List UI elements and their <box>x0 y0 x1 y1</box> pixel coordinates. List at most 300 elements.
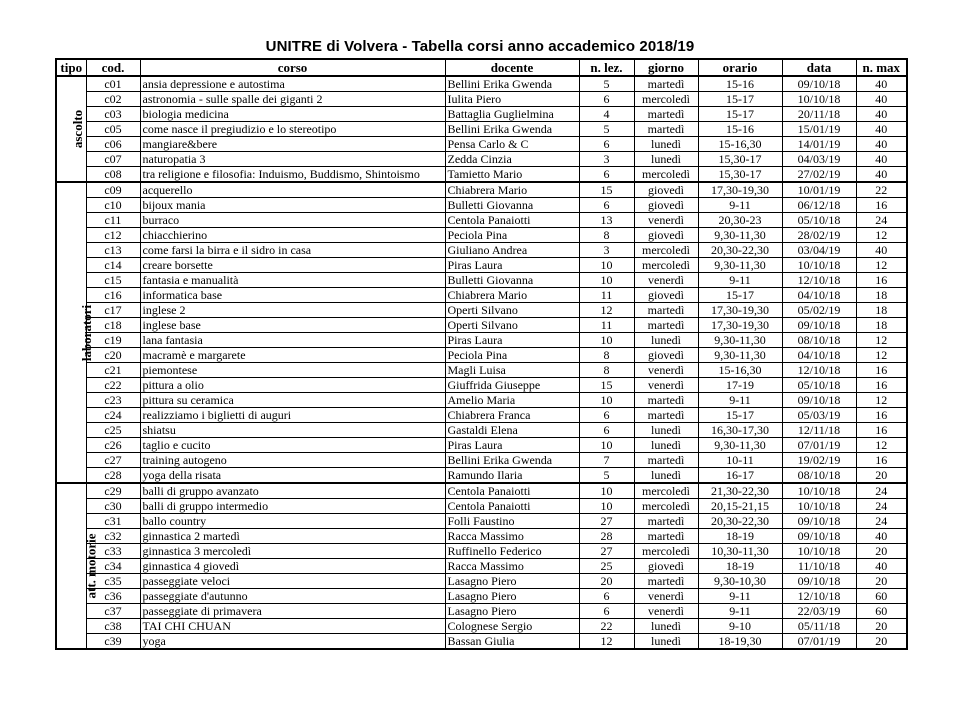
cell-cod: c12 <box>86 228 140 243</box>
cell-nlez: 6 <box>579 423 634 438</box>
cell-orario: 15-17 <box>698 92 782 107</box>
cell-giorno: martedì <box>634 303 698 318</box>
cell-giorno: lunedì <box>634 152 698 167</box>
cell-giorno: mercoledì <box>634 258 698 273</box>
cell-nlez: 4 <box>579 107 634 122</box>
cell-nlez: 12 <box>579 634 634 650</box>
cell-docente: Colognese Sergio <box>445 619 579 634</box>
cell-data: 12/11/18 <box>782 423 856 438</box>
cell-orario: 10-11 <box>698 453 782 468</box>
cell-cod: c27 <box>86 453 140 468</box>
cell-data: 10/10/18 <box>782 483 856 499</box>
cell-docente: Gastaldi Elena <box>445 423 579 438</box>
group-tipo-cell <box>56 182 95 483</box>
cell-data: 08/10/18 <box>782 468 856 484</box>
cell-nlez: 12 <box>579 303 634 318</box>
cell-docente: Peciola Pina <box>445 348 579 363</box>
cell-data: 08/10/18 <box>782 333 856 348</box>
cell-nlez: 5 <box>579 468 634 484</box>
cell-data: 07/01/19 <box>782 438 856 453</box>
cell-nlez: 3 <box>579 152 634 167</box>
courses-table <box>55 58 908 650</box>
cell-orario: 20,30-23 <box>698 213 782 228</box>
cell-corso: shiatsu <box>140 423 445 438</box>
header-giorno: giorno <box>634 59 698 76</box>
cell-data: 06/12/18 <box>782 198 856 213</box>
header-corso: corso <box>140 59 445 76</box>
cell-orario: 9-11 <box>698 198 782 213</box>
cell-corso: passeggiate di primavera <box>140 604 445 619</box>
table-row <box>56 453 907 468</box>
cell-corso: passeggiate veloci <box>140 574 445 589</box>
cell-corso: inglese 2 <box>140 303 445 318</box>
cell-nlez: 5 <box>579 122 634 137</box>
cell-giorno: lunedì <box>634 423 698 438</box>
table-row <box>56 499 907 514</box>
table-row <box>56 76 907 92</box>
cell-nlez: 22 <box>579 619 634 634</box>
cell-docente: Bellini Erika Gwenda <box>445 453 579 468</box>
cell-docente: Racca Massimo <box>445 529 579 544</box>
table-row <box>56 303 907 318</box>
cell-nmax: 16 <box>856 273 907 288</box>
cell-cod: c38 <box>86 619 140 634</box>
cell-corso: come farsi la birra e il sidro in casa <box>140 243 445 258</box>
table-row <box>56 107 907 122</box>
table-row <box>56 92 907 107</box>
cell-orario: 17-19 <box>698 378 782 393</box>
cell-giorno: mercoledì <box>634 483 698 499</box>
cell-giorno: lunedì <box>634 137 698 152</box>
cell-nmax: 60 <box>856 604 907 619</box>
table-row <box>56 438 907 453</box>
cell-giorno: mercoledì <box>634 499 698 514</box>
cell-data: 04/03/19 <box>782 152 856 167</box>
cell-corso: balli di gruppo avanzato <box>140 483 445 499</box>
cell-cod: c34 <box>86 559 140 574</box>
cell-nmax: 16 <box>856 198 907 213</box>
cell-giorno: mercoledì <box>634 167 698 183</box>
cell-nlez: 11 <box>579 288 634 303</box>
cell-cod: c37 <box>86 604 140 619</box>
cell-orario: 16-17 <box>698 468 782 484</box>
cell-giorno: martedì <box>634 408 698 423</box>
cell-data: 11/10/18 <box>782 559 856 574</box>
cell-cod: c22 <box>86 378 140 393</box>
header-row <box>56 59 907 76</box>
cell-docente: Bellini Erika Gwenda <box>445 76 579 92</box>
cell-cod: c39 <box>86 634 140 650</box>
cell-docente: Folli Faustino <box>445 514 579 529</box>
cell-orario: 9,30-10,30 <box>698 574 782 589</box>
cell-nmax: 40 <box>856 167 907 183</box>
cell-data: 15/01/19 <box>782 122 856 137</box>
cell-data: 28/02/19 <box>782 228 856 243</box>
table-row <box>56 258 907 273</box>
cell-giorno: martedì <box>634 122 698 137</box>
cell-giorno: martedì <box>634 529 698 544</box>
cell-nlez: 15 <box>579 182 634 198</box>
cell-corso: come nasce il pregiudizio e lo stereotipo <box>140 122 445 137</box>
cell-giorno: martedì <box>634 453 698 468</box>
cell-giorno: lunedì <box>634 333 698 348</box>
cell-cod: c24 <box>86 408 140 423</box>
table-body <box>56 76 907 649</box>
cell-nmax: 24 <box>856 483 907 499</box>
cell-data: 09/10/18 <box>782 76 856 92</box>
cell-nlez: 10 <box>579 438 634 453</box>
cell-giorno: giovedì <box>634 559 698 574</box>
cell-orario: 9,30-11,30 <box>698 228 782 243</box>
cell-data: 19/02/19 <box>782 453 856 468</box>
cell-cod: c35 <box>86 574 140 589</box>
header-nlez: n. lez. <box>579 59 634 76</box>
cell-nmax: 40 <box>856 92 907 107</box>
cell-corso: fantasia e manualità <box>140 273 445 288</box>
cell-data: 05/11/18 <box>782 619 856 634</box>
cell-corso: astronomia - sulle spalle dei giganti 2 <box>140 92 445 107</box>
cell-orario: 9-10 <box>698 619 782 634</box>
cell-giorno: venerdì <box>634 213 698 228</box>
cell-nmax: 12 <box>856 393 907 408</box>
cell-nmax: 18 <box>856 318 907 333</box>
cell-data: 12/10/18 <box>782 273 856 288</box>
cell-giorno: lunedì <box>634 468 698 484</box>
cell-orario: 16,30-17,30 <box>698 423 782 438</box>
cell-nmax: 16 <box>856 408 907 423</box>
cell-cod: c32 <box>86 529 140 544</box>
cell-corso: naturopatia 3 <box>140 152 445 167</box>
table-row <box>56 363 907 378</box>
cell-data: 22/03/19 <box>782 604 856 619</box>
cell-nmax: 22 <box>856 182 907 198</box>
cell-docente: Ramundo Ilaria <box>445 468 579 484</box>
cell-giorno: venerdì <box>634 589 698 604</box>
cell-nlez: 10 <box>579 393 634 408</box>
cell-orario: 18-19 <box>698 559 782 574</box>
cell-nmax: 20 <box>856 544 907 559</box>
cell-docente: Peciola Pina <box>445 228 579 243</box>
cell-cod: c16 <box>86 288 140 303</box>
cell-docente: Bellini Erika Gwenda <box>445 122 579 137</box>
cell-data: 10/10/18 <box>782 92 856 107</box>
cell-giorno: mercoledì <box>634 544 698 559</box>
cell-orario: 9-11 <box>698 589 782 604</box>
cell-nmax: 60 <box>856 589 907 604</box>
cell-giorno: martedì <box>634 514 698 529</box>
cell-nmax: 40 <box>856 107 907 122</box>
cell-data: 12/10/18 <box>782 363 856 378</box>
table-row <box>56 198 907 213</box>
cell-docente: Pensa Carlo & C <box>445 137 579 152</box>
cell-orario: 9-11 <box>698 273 782 288</box>
cell-nmax: 18 <box>856 303 907 318</box>
cell-nmax: 12 <box>856 258 907 273</box>
cell-nlez: 6 <box>579 408 634 423</box>
cell-nlez: 6 <box>579 198 634 213</box>
table-row <box>56 288 907 303</box>
cell-corso: passeggiate d'autunno <box>140 589 445 604</box>
cell-nmax: 40 <box>856 529 907 544</box>
cell-data: 04/10/18 <box>782 288 856 303</box>
cell-nlez: 10 <box>579 273 634 288</box>
cell-orario: 9,30-11,30 <box>698 333 782 348</box>
group-tipo-label: ascolto <box>70 109 86 149</box>
table-row <box>56 333 907 348</box>
cell-orario: 15-17 <box>698 107 782 122</box>
table-row <box>56 167 907 183</box>
cell-nmax: 40 <box>856 76 907 92</box>
cell-corso: inglese base <box>140 318 445 333</box>
cell-orario: 20,30-22,30 <box>698 243 782 258</box>
cell-data: 14/01/19 <box>782 137 856 152</box>
cell-docente: Centola Panaiotti <box>445 483 579 499</box>
cell-orario: 9-11 <box>698 393 782 408</box>
cell-docente: Piras Laura <box>445 258 579 273</box>
cell-docente: Magli Luisa <box>445 363 579 378</box>
cell-orario: 10,30-11,30 <box>698 544 782 559</box>
cell-data: 05/10/18 <box>782 378 856 393</box>
header-cod: cod. <box>86 59 140 76</box>
table-row <box>56 468 907 484</box>
cell-giorno: martedì <box>634 318 698 333</box>
table-row <box>56 393 907 408</box>
cell-cod: c29 <box>86 483 140 499</box>
cell-docente: Lasagno Piero <box>445 604 579 619</box>
cell-corso: taglio e cucito <box>140 438 445 453</box>
cell-corso: ginnastica 2 martedì <box>140 529 445 544</box>
cell-corso: burraco <box>140 213 445 228</box>
cell-nlez: 8 <box>579 228 634 243</box>
cell-giorno: lunedì <box>634 438 698 453</box>
cell-corso: ansia depressione e autostima <box>140 76 445 92</box>
table-row <box>56 228 907 243</box>
cell-data: 09/10/18 <box>782 574 856 589</box>
cell-docente: Piras Laura <box>445 333 579 348</box>
cell-nmax: 24 <box>856 213 907 228</box>
cell-orario: 18-19 <box>698 529 782 544</box>
cell-cod: c36 <box>86 589 140 604</box>
cell-nmax: 12 <box>856 333 907 348</box>
cell-corso: biologia medicina <box>140 107 445 122</box>
cell-orario: 15-17 <box>698 288 782 303</box>
table-row <box>56 514 907 529</box>
cell-giorno: mercoledì <box>634 92 698 107</box>
cell-cod: c19 <box>86 333 140 348</box>
cell-giorno: martedì <box>634 393 698 408</box>
cell-nmax: 16 <box>856 363 907 378</box>
table-row <box>56 182 907 198</box>
cell-cod: c20 <box>86 348 140 363</box>
cell-cod: c17 <box>86 303 140 318</box>
table-row <box>56 273 907 288</box>
cell-cod: c03 <box>86 107 140 122</box>
cell-docente: Racca Massimo <box>445 559 579 574</box>
cell-giorno: giovedì <box>634 182 698 198</box>
table-row <box>56 318 907 333</box>
cell-orario: 17,30-19,30 <box>698 318 782 333</box>
cell-data: 10/10/18 <box>782 499 856 514</box>
cell-nmax: 40 <box>856 559 907 574</box>
cell-docente: Tamietto Mario <box>445 167 579 183</box>
cell-cod: c08 <box>86 167 140 183</box>
table-row <box>56 619 907 634</box>
cell-data: 27/02/19 <box>782 167 856 183</box>
cell-cod: c15 <box>86 273 140 288</box>
cell-corso: macramè e margarete <box>140 348 445 363</box>
cell-data: 05/10/18 <box>782 213 856 228</box>
cell-giorno: lunedì <box>634 634 698 650</box>
cell-corso: pittura su ceramica <box>140 393 445 408</box>
cell-data: 20/11/18 <box>782 107 856 122</box>
cell-cod: c06 <box>86 137 140 152</box>
cell-orario: 20,15-21,15 <box>698 499 782 514</box>
header-nmax: n. max <box>856 59 907 76</box>
cell-nmax: 40 <box>856 152 907 167</box>
cell-corso: bijoux mania <box>140 198 445 213</box>
cell-corso: training autogeno <box>140 453 445 468</box>
cell-orario: 18-19,30 <box>698 634 782 650</box>
cell-cod: c26 <box>86 438 140 453</box>
cell-cod: c31 <box>86 514 140 529</box>
cell-nmax: 16 <box>856 378 907 393</box>
cell-orario: 9,30-11,30 <box>698 348 782 363</box>
cell-nlez: 3 <box>579 243 634 258</box>
cell-giorno: giovedì <box>634 198 698 213</box>
table-row <box>56 483 907 499</box>
cell-giorno: venerdì <box>634 604 698 619</box>
cell-corso: piemontese <box>140 363 445 378</box>
cell-corso: ginnastica 4 giovedì <box>140 559 445 574</box>
cell-giorno: giovedì <box>634 348 698 363</box>
cell-orario: 15-16,30 <box>698 363 782 378</box>
group-tipo-cell <box>56 483 99 649</box>
cell-orario: 15-16 <box>698 122 782 137</box>
cell-orario: 15-16,30 <box>698 137 782 152</box>
cell-data: 09/10/18 <box>782 393 856 408</box>
cell-cod: c01 <box>86 76 140 92</box>
cell-data: 10/10/18 <box>782 544 856 559</box>
cell-nlez: 6 <box>579 167 634 183</box>
cell-data: 09/10/18 <box>782 318 856 333</box>
cell-data: 09/10/18 <box>782 514 856 529</box>
cell-corso: TAI CHI CHUAN <box>140 619 445 634</box>
cell-data: 07/01/19 <box>782 634 856 650</box>
cell-cod: c07 <box>86 152 140 167</box>
cell-nmax: 12 <box>856 348 907 363</box>
cell-nlez: 6 <box>579 92 634 107</box>
group-tipo-cell <box>56 76 86 182</box>
cell-cod: c10 <box>86 198 140 213</box>
cell-giorno: venerdì <box>634 378 698 393</box>
cell-nmax: 20 <box>856 574 907 589</box>
cell-corso: lana fantasia <box>140 333 445 348</box>
table-row <box>56 348 907 363</box>
table-row <box>56 634 907 650</box>
cell-nmax: 16 <box>856 453 907 468</box>
cell-nmax: 24 <box>856 499 907 514</box>
header-data: data <box>782 59 856 76</box>
cell-orario: 9-11 <box>698 604 782 619</box>
table-row <box>56 423 907 438</box>
cell-cod: c28 <box>86 468 140 484</box>
cell-giorno: giovedì <box>634 288 698 303</box>
cell-data: 10/10/18 <box>782 258 856 273</box>
cell-docente: Bulletti Giovanna <box>445 198 579 213</box>
cell-cod: c23 <box>86 393 140 408</box>
cell-docente: Chiabrera Franca <box>445 408 579 423</box>
cell-docente: Giuffrida Giuseppe <box>445 378 579 393</box>
table-row <box>56 544 907 559</box>
cell-nmax: 12 <box>856 438 907 453</box>
cell-cod: c14 <box>86 258 140 273</box>
cell-corso: creare borsette <box>140 258 445 273</box>
cell-docente: Ruffinello Federico <box>445 544 579 559</box>
cell-corso: realizziamo i biglietti di auguri <box>140 408 445 423</box>
table-row <box>56 378 907 393</box>
cell-giorno: giovedì <box>634 228 698 243</box>
cell-nlez: 25 <box>579 559 634 574</box>
table-row <box>56 529 907 544</box>
cell-orario: 17,30-19,30 <box>698 182 782 198</box>
cell-corso: ginnastica 3 mercoledì <box>140 544 445 559</box>
cell-nlez: 11 <box>579 318 634 333</box>
cell-nlez: 8 <box>579 363 634 378</box>
cell-nmax: 40 <box>856 243 907 258</box>
header-orario: orario <box>698 59 782 76</box>
page-title: UNITRE di Volvera - Tabella corsi anno accademico 2018/19 <box>265 38 695 55</box>
table-row <box>56 137 907 152</box>
cell-docente: Centola Panaiotti <box>445 499 579 514</box>
cell-cod: c05 <box>86 122 140 137</box>
table-row <box>56 408 907 423</box>
cell-cod: c21 <box>86 363 140 378</box>
cell-data: 05/03/19 <box>782 408 856 423</box>
group-tipo-label: laboratori <box>79 304 95 361</box>
cell-nlez: 20 <box>579 574 634 589</box>
cell-corso: ballo country <box>140 514 445 529</box>
cell-orario: 20,30-22,30 <box>698 514 782 529</box>
cell-data: 09/10/18 <box>782 529 856 544</box>
cell-giorno: martedì <box>634 107 698 122</box>
table-row <box>56 243 907 258</box>
cell-nmax: 12 <box>856 228 907 243</box>
cell-giorno: venerdì <box>634 273 698 288</box>
cell-nlez: 10 <box>579 333 634 348</box>
cell-docente: Operti Silvano <box>445 318 579 333</box>
cell-orario: 15,30-17 <box>698 167 782 183</box>
cell-cod: c25 <box>86 423 140 438</box>
cell-data: 04/10/18 <box>782 348 856 363</box>
cell-nlez: 6 <box>579 137 634 152</box>
cell-corso: yoga della risata <box>140 468 445 484</box>
cell-nlez: 6 <box>579 589 634 604</box>
cell-orario: 15-17 <box>698 408 782 423</box>
cell-nlez: 5 <box>579 76 634 92</box>
cell-giorno: venerdì <box>634 363 698 378</box>
cell-nmax: 40 <box>856 122 907 137</box>
cell-nlez: 6 <box>579 604 634 619</box>
cell-nmax: 20 <box>856 468 907 484</box>
cell-nlez: 13 <box>579 213 634 228</box>
table-row <box>56 589 907 604</box>
cell-docente: Chiabrera Mario <box>445 288 579 303</box>
cell-corso: yoga <box>140 634 445 650</box>
cell-nlez: 10 <box>579 499 634 514</box>
cell-docente: Lasagno Piero <box>445 589 579 604</box>
cell-data: 10/01/19 <box>782 182 856 198</box>
cell-docente: Bulletti Giovanna <box>445 273 579 288</box>
